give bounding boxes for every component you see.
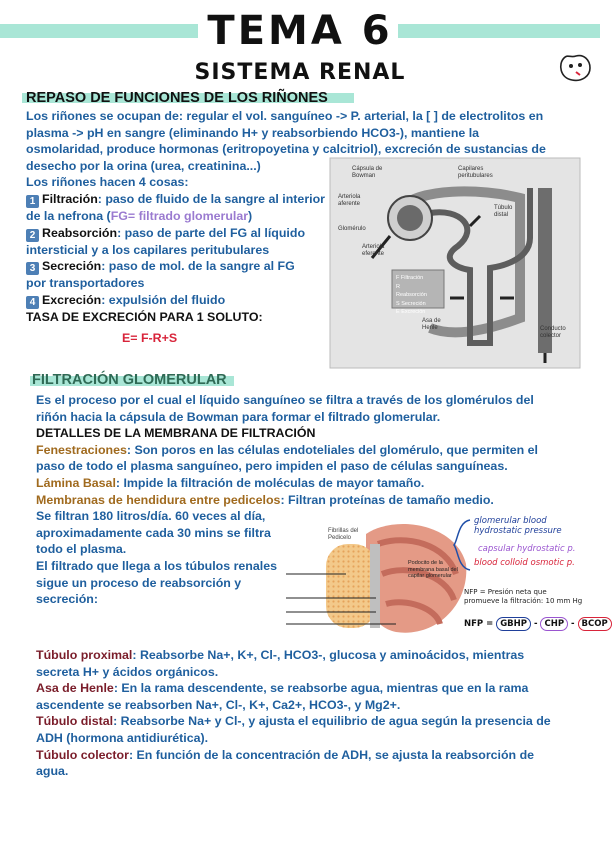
repaso-intro-line: osmolaridad, produce hormonas (eritropoyetina y calcitriol), excreción de sustancias de <box>26 142 546 157</box>
funcion-text: : paso de mol. de la sangre al FG <box>101 259 295 274</box>
funcion-text: intersticial y a los capilares peritubulares <box>26 242 270 257</box>
legend-item: E Excreción <box>396 309 426 315</box>
detalles-heading: DETALLES DE LA MEMBRANA DE FILTRACIÓN <box>36 426 316 441</box>
label-collecting: Conducto colector <box>540 326 566 339</box>
repaso-cosas: Los riñones hacen 4 cosas: <box>26 175 189 190</box>
tubulo-term: Asa de Henle <box>36 681 114 696</box>
number-3-icon: 3 <box>26 262 39 275</box>
funcion-text: : paso de parte del FG al líquido <box>117 225 306 240</box>
litros-line: todo el plasma. <box>36 542 127 557</box>
fenestraciones-text: paso de todo el plasma sanguíneo, pero impiden el paso de células sanguíneas. <box>36 459 508 474</box>
litros-line: El filtrado que llega a los túbulos renales <box>36 558 277 573</box>
tubulo-proximal <box>36 647 551 664</box>
legend-item: S Secreción <box>396 300 426 307</box>
tubulo-text: : Reabsorbe Na+, K+, Cl-, HCO3-, glucosa y aminoácidos, mientras <box>132 648 525 662</box>
membranas-text: : Filtran proteínas de tamaño medio. <box>280 492 494 507</box>
number-1-icon: 1 <box>26 195 39 208</box>
membranas-term: Membranas de hendidura entre pedicelos <box>36 492 281 507</box>
litros-line: secreción: <box>36 592 98 607</box>
label-efferent: Arteriola eferente <box>362 244 385 257</box>
fenestraciones-item <box>36 442 538 459</box>
tubulo-colector <box>36 747 551 764</box>
litros-line: sigue un proceso de reabsorción y <box>36 575 242 590</box>
funcion-text: de la nefrona ( <box>26 208 111 223</box>
nfp-equation: NFP = GBHP - CHP - BCOP <box>464 619 612 629</box>
tubulo-text: : Reabsorbe Na+ y Cl-, y ajusta el equilibrio de agua según la presencia de <box>113 714 551 729</box>
page-title: TEMA 6 <box>207 8 393 54</box>
label-capillaries: Capilares peritubulares <box>458 166 493 179</box>
nfp-note-line: NFP = Presión neta que <box>464 588 547 596</box>
chp-term: CHP <box>540 617 568 631</box>
litros-line: aproximadamente cada 30 mins se filtra <box>36 525 271 540</box>
filtracion-intro-line: riñón hacia la cápsula de Bowman para formar el filtrado glomerular. <box>36 409 441 424</box>
gbhp-term: GBHP <box>496 617 531 631</box>
repaso-intro-line: Los riñones se ocupan de: regular el vol. sanguíneo -> P. arterial, la [ ] de electrolitos en <box>26 109 544 123</box>
funcion-term: Reabsorción <box>42 225 118 240</box>
tubulo-text: : En función de la concentración de ADH, se ajusta la reabsorción de <box>128 747 535 762</box>
tubulo-distal <box>36 713 551 730</box>
fenestraciones-term: Fenestraciones <box>36 442 127 457</box>
label-afferent: Arteriola aferente <box>338 194 361 207</box>
label-distal: Túbulo distal <box>494 205 513 218</box>
number-2-icon: 2 <box>26 229 39 242</box>
glom-label-fenestra: Fibrillas del Pedicelo <box>328 528 359 541</box>
nephron-legend <box>396 274 427 317</box>
funcion-text: ) <box>248 208 253 223</box>
funcion-text: : expulsión del fluido <box>101 292 226 307</box>
legend-item: F Filtración <box>396 275 424 281</box>
bracket-icon <box>452 516 472 574</box>
funcion-text: por transportadores <box>26 276 145 291</box>
number-4-icon: 4 <box>26 296 39 309</box>
lamina-term: Lámina Basal <box>36 475 116 490</box>
tubulo-term: Túbulo proximal <box>36 648 133 662</box>
repaso-intro-line: desecho por la orina (urea, creatinina...) <box>26 158 261 173</box>
fg-note: FG= filtrado glomerular <box>110 208 249 223</box>
litros-line: Se filtran 180 litros/día. 60 veces al día, <box>36 509 266 524</box>
label-loop: Asa de Henle <box>422 318 441 331</box>
label-glomerulus: Glomérulo <box>338 226 366 232</box>
funcion-term: Excreción <box>42 292 102 307</box>
repaso-heading: REPASO DE FUNCIONES DE LOS RIÑONES <box>26 90 328 106</box>
lamina-item <box>36 475 538 492</box>
capsular-note: capsular hydrostatic p. <box>478 544 576 554</box>
membranas-item <box>36 492 538 509</box>
tubulo-text: : En la rama descendente, se reabsorbe agua, mientras que en la rama <box>113 681 529 696</box>
page-subtitle: SISTEMA RENAL <box>194 60 406 85</box>
filtracion-heading: FILTRACIÓN GLOMERULAR <box>32 372 227 388</box>
fenestraciones-text: : Son poros en las células endoteliales del glomérulo, que permiten el <box>126 442 538 457</box>
nfp-lhs: NFP = <box>464 619 494 629</box>
funcion-term: Filtración <box>42 191 98 206</box>
tubulo-term: Túbulo colector <box>36 747 129 762</box>
funcion-text: : paso de fluido de la sangre al interior <box>97 191 325 206</box>
glom-label-podocyte: Podocito de la membrana basal del capilar glomerular <box>408 560 458 579</box>
tubulo-text: agua. <box>36 764 69 779</box>
bcop-term: BCOP <box>578 617 612 631</box>
glom-hydro-note: glomerular blood hydrostatic pressure <box>474 516 562 536</box>
asa-henle <box>36 680 551 697</box>
tubulos-section <box>36 647 551 780</box>
nfp-note <box>464 588 582 606</box>
lamina-text: : Impide la filtración de moléculas de mayor tamaño. <box>115 475 425 490</box>
nfp-note-line: promueve la filtración: 10 mm Hg <box>464 597 583 605</box>
excretion-formula: E= F-R+S <box>122 331 178 345</box>
tubulo-text: ADH (hormona antidiurética). <box>36 730 209 745</box>
tubulo-text: ascendente se reabsorben Na+, Cl-, K+, Ca2+, HCO3-, y Mg2+. <box>36 697 401 712</box>
colloid-note: blood colloid osmotic p. <box>474 558 575 568</box>
tubulo-term: Túbulo distal <box>36 714 114 729</box>
legend-item: R Reabsorción <box>396 283 427 298</box>
tasa-label: TASA DE EXCRECIÓN PARA 1 SOLUTO: <box>26 309 263 324</box>
label-capsule: Cápsula de Bowman <box>352 166 383 179</box>
funcion-term: Secreción <box>42 259 102 274</box>
kidney-doodle-icon <box>556 50 596 86</box>
filtracion-intro-line: Es el proceso por el cual el líquido sanguíneo se filtra a través de los glomérulos del <box>36 393 534 407</box>
tubulo-text: secreta H+ y ácidos orgánicos. <box>36 664 219 679</box>
repaso-intro-line: plasma -> pH en sangre (eliminando H+ y reabsorbiendo HCO3-), mantiene la <box>26 125 480 140</box>
